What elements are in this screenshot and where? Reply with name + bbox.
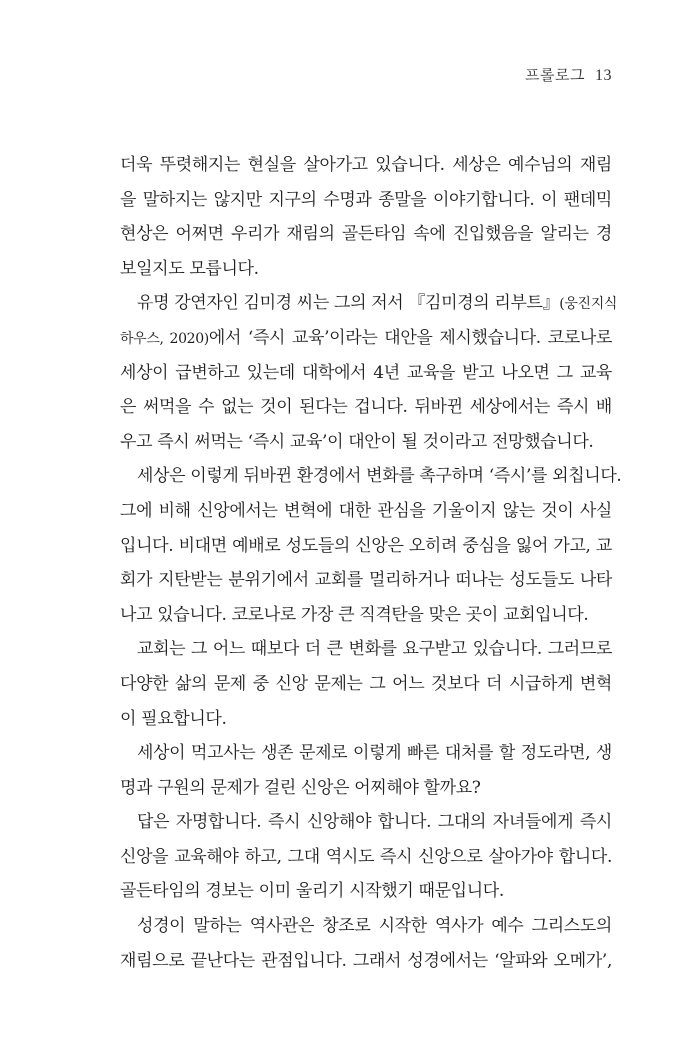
line-text: 현상은 어쩌면 우리가 재림의 골든타임 속에 진입했음을 알리는 경 (120, 224, 612, 245)
text-line (120, 459, 622, 494)
line-text: 우고 즉시 써먹는 ‘즉시 교육’이 대안이 될 것이라고 전망했습니다. (120, 431, 594, 452)
text-line (120, 840, 612, 875)
line-text: 성경이 말하는 역사관은 창조로 시작한 역사가 예수 그리스도의 (137, 916, 612, 937)
line-text: 이 필요합니다. (120, 708, 227, 729)
text-line (120, 909, 612, 944)
text-line (120, 702, 612, 737)
text-line (120, 217, 612, 252)
text-line (120, 805, 612, 840)
line-text: 명과 구원의 문제가 걸린 신앙은 어찌해야 할까요? (120, 777, 481, 798)
text-line (120, 632, 612, 667)
line-text: 그에 비해 신앙에서는 변혁에 대한 관심을 기울이지 않는 것이 사실 (120, 500, 612, 521)
line-text: 세상은 이렇게 뒤바뀐 환경에서 변화를 촉구하며 ‘즉시’를 외칩니다. (137, 466, 622, 487)
text-line (120, 529, 612, 564)
text-line (120, 563, 612, 598)
line-text: 재림으로 끝난다는 관점입니다. 그래서 성경에서는 ‘알파와 오메가’, (120, 950, 612, 971)
text-line (120, 286, 618, 321)
line-text: 회가 지탄받는 분위기에서 교회를 멀리하거나 떠나는 성도들도 나타 (120, 570, 612, 591)
text-line (120, 390, 612, 425)
text-line (120, 598, 612, 633)
line-text: 골든타임의 경보는 이미 울리기 시작했기 때문입니다. (120, 881, 504, 902)
line-text: 교회는 그 어느 때보다 더 큰 변화를 요구받고 있습니다. 그러므로 (137, 639, 612, 660)
line-text: 세상이 먹고사는 생존 문제로 이렇게 빠른 대처를 할 정도라면, 생 (137, 743, 612, 764)
section-title: 프롤로그 (525, 66, 585, 84)
line-text: 을 말하지는 않지만 지구의 수명과 종말을 이야기합니다. 이 팬데믹 (120, 189, 612, 210)
line-text: 나고 있습니다. 코로나로 가장 큰 직격탄을 맞은 곳이 교회입니다. (120, 604, 589, 625)
line-text: 에서 ‘즉시 교육’이라는 대안을 제시했습니다. 코로나로 (208, 327, 612, 348)
text-line (120, 736, 612, 771)
text-line (120, 667, 612, 702)
text-line (120, 148, 612, 183)
running-head (525, 64, 612, 85)
line-text: 은 써먹을 수 없는 것이 된다는 겁니다. 뒤바뀐 세상에서는 즉시 배 (120, 397, 612, 418)
text-line (120, 252, 612, 287)
text-line (120, 321, 612, 356)
line-text: 세상이 급변하고 있는데 대학에서 4년 교육을 받고 나오면 그 교육 (120, 362, 612, 383)
text-line (120, 425, 612, 460)
page-number: 13 (595, 67, 612, 84)
line-text: 신앙을 교육해야 하고, 그대 역시도 즉시 신앙으로 살아가야 합니다. (120, 846, 612, 867)
line-text: 다양한 삶의 문제 중 신앙 문제는 그 어느 것보다 더 시급하게 변혁 (120, 673, 612, 694)
line-text: 더욱 뚜렷해지는 현실을 살아가고 있습니다. 세상은 예수님의 재림 (120, 155, 612, 175)
text-line (120, 183, 612, 218)
citation-text: 하우스, 2020) (120, 330, 209, 347)
text-line (120, 356, 612, 391)
text-line (120, 771, 612, 806)
line-text: 답은 자명합니다. 즉시 신앙해야 합니다. 그대의 자녀들에게 즉시 (137, 812, 612, 833)
body-text (120, 148, 622, 978)
line-text: 유명 강연자인 김미경 씨는 그의 저서 『김미경의 리부트』 (137, 293, 560, 314)
citation-text: (웅진지식 (559, 296, 618, 313)
line-text: 입니다. 비대면 예배로 성도들의 신앙은 오히려 중심을 잃어 가고, 교 (120, 535, 612, 556)
text-line (120, 944, 612, 979)
text-line (120, 494, 612, 529)
text-line (120, 874, 612, 909)
line-text: 보일지도 모릅니다. (120, 258, 259, 279)
